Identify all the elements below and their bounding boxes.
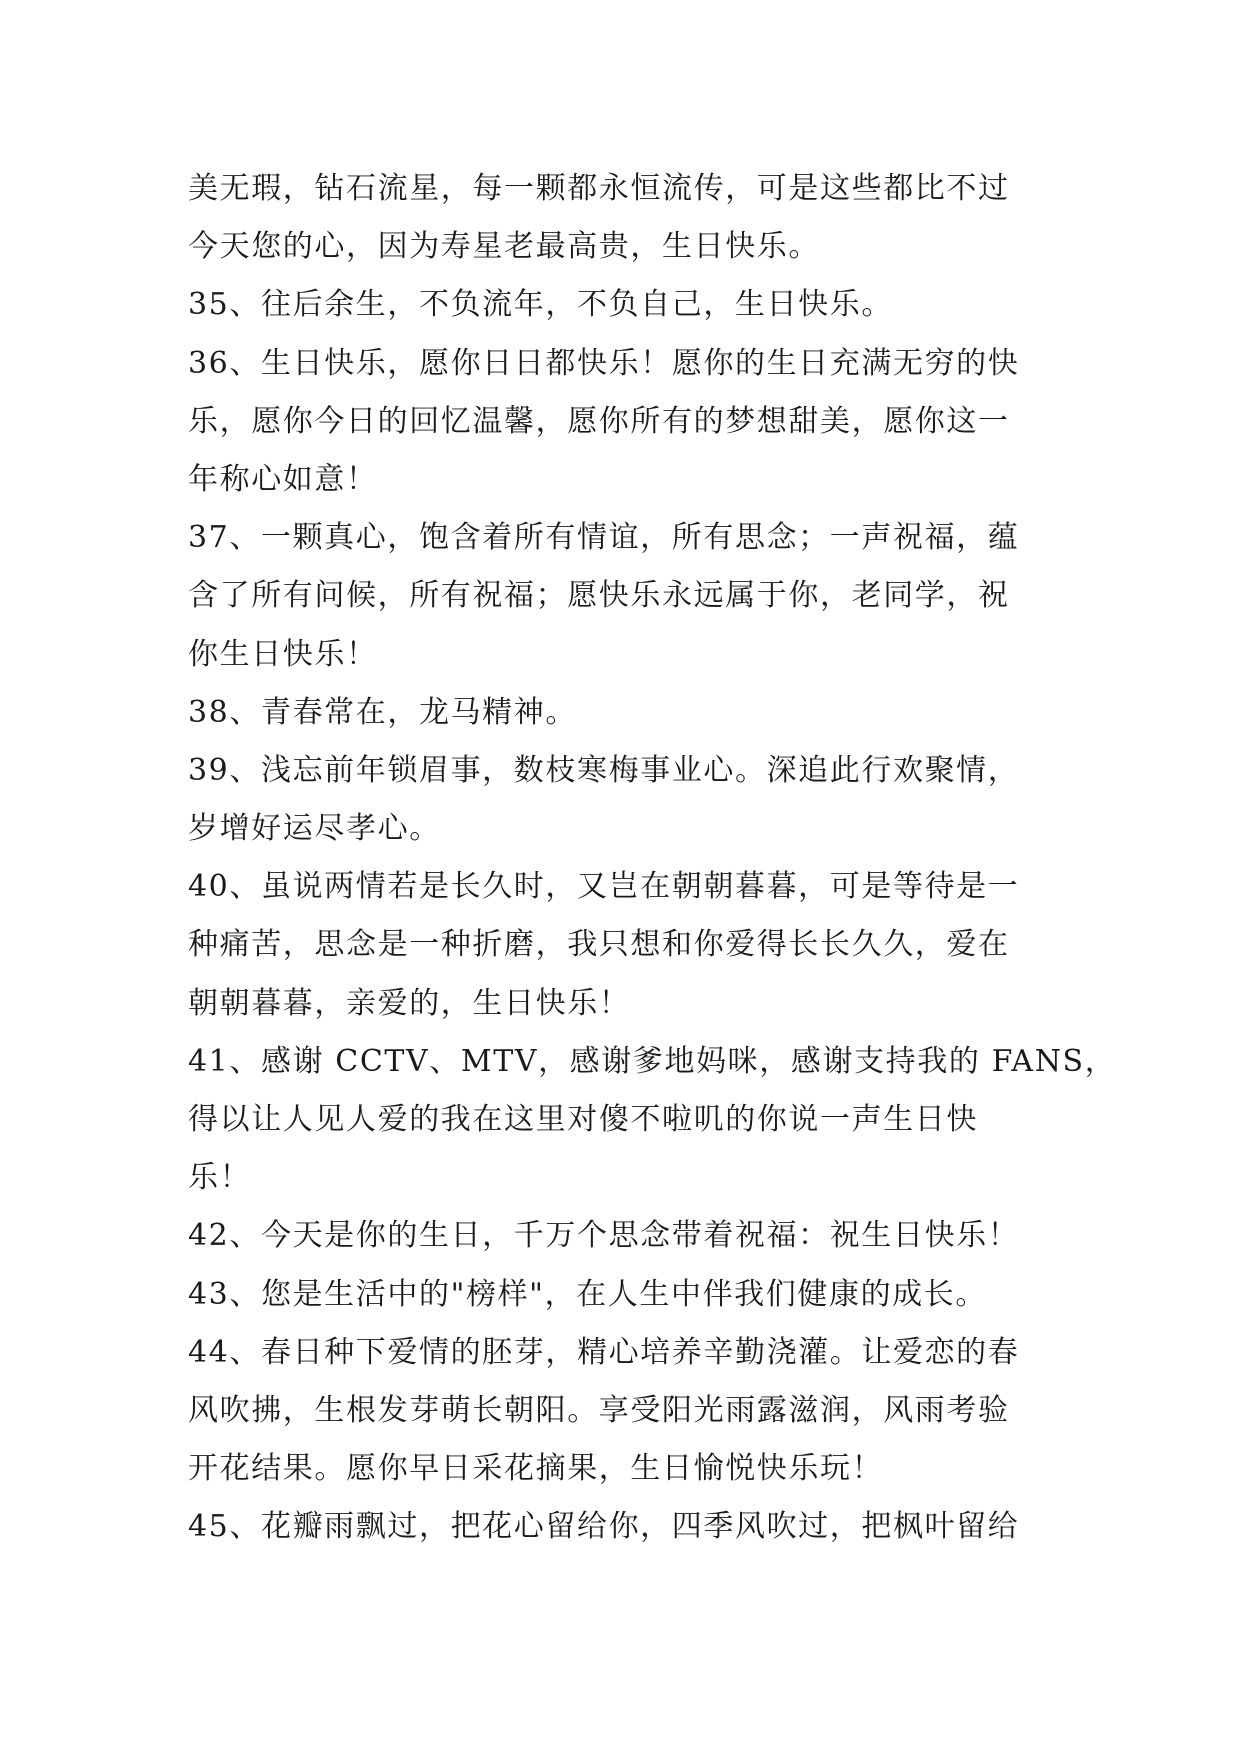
text-line: 43、您是生活中的"榜样"，在人生中伴我们健康的成长。 bbox=[188, 1276, 987, 1312]
text-line: 35、往后余生，不负流年，不负自己，生日快乐。 bbox=[188, 287, 893, 323]
text-line: 开花结果。愿你早日采花摘果，生日愉悦快乐玩！ bbox=[188, 1451, 884, 1487]
text-line: 你生日快乐！ bbox=[188, 636, 378, 672]
text-line: 得以让人见人爱的我在这里对傻不啦叽的你说一声生日快 bbox=[188, 1102, 978, 1137]
text-line: 38、青春常在，龙马精神。 bbox=[188, 694, 577, 730]
text-line: 37、一颗真心，饱含着所有情谊，所有思念；一声祝福，蕴 bbox=[188, 520, 1020, 556]
text-line: 乐，愿你今日的回忆温馨，愿你所有的梦想甜美，愿你这一 bbox=[188, 403, 1010, 439]
text-line: 39、浅忘前年锁眉事，数枝寒梅事业心。深追此行欢聚情， bbox=[188, 752, 1020, 788]
text-line: 乐！ bbox=[188, 1160, 252, 1196]
text-line: 含了所有问候，所有祝福；愿快乐永远属于你，老同学，祝 bbox=[188, 578, 1010, 614]
body-text bbox=[188, 160, 1117, 1557]
text-line: 风吹拂，生根发芽萌长朝阳。享受阳光雨露滋润，风雨考验 bbox=[188, 1392, 1010, 1428]
text-line: 朝朝暮暮，亲爱的，生日快乐！ bbox=[188, 985, 631, 1021]
text-line: 40、虽说两情若是长久时，又岂在朝朝暮暮，可是等待是一 bbox=[188, 869, 1020, 905]
text-line: 44、春日种下爱情的胚芽，精心培养辛勤浇灌。让爱恋的春 bbox=[188, 1334, 1020, 1370]
text-line: 今天您的心，因为寿星老最高贵，生日快乐。 bbox=[188, 229, 820, 265]
text-line: 年称心如意！ bbox=[188, 461, 378, 497]
text-line: 种痛苦，思念是一种折磨，我只想和你爱得长长久久，爱在 bbox=[188, 927, 1010, 963]
text-line: 36、生日快乐，愿你日日都快乐！愿你的生日充满无穷的快 bbox=[188, 345, 1020, 381]
text-line: 岁增好运尽孝心。 bbox=[188, 811, 441, 847]
text-line: 45、花瓣雨飘过，把花心留给你，四季风吹过，把枫叶留给 bbox=[188, 1509, 1020, 1545]
text-line: 42、今天是你的生日，千万个思念带着祝福：祝生日快乐！ bbox=[188, 1218, 1020, 1254]
text-line: 41、感谢 CCTV、MTV，感谢爹地妈咪，感谢支持我的 FANS， bbox=[188, 1043, 1117, 1079]
text-line: 美无瑕，钻石流星，每一颗都永恒流传，可是这些都比不过 bbox=[188, 171, 1010, 206]
